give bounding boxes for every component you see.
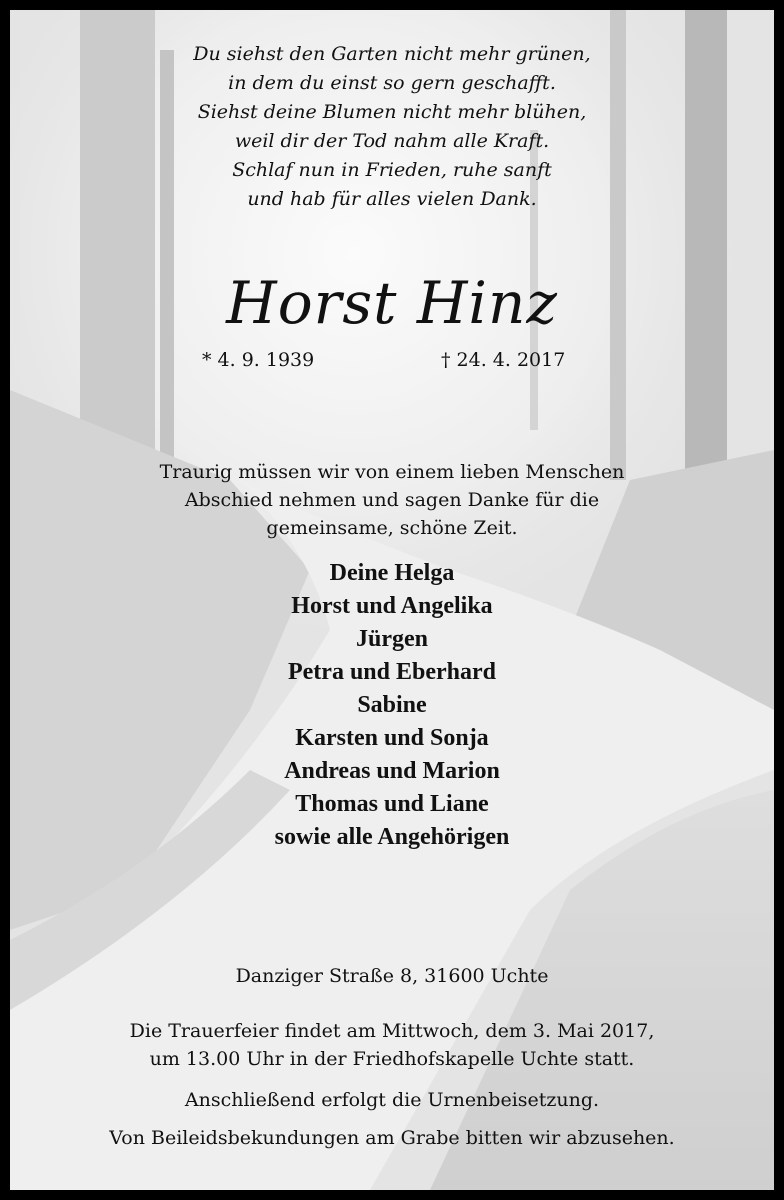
mourner-name: sowie alle Angehörigen: [274, 824, 510, 850]
farewell-text-line: Abschied nehmen und sagen Danke für die: [184, 489, 600, 511]
ceremony-info-line: um 13.00 Uhr in der Friedhofskapelle Uchte statt.: [149, 1048, 635, 1070]
death-date: † 24. 4. 2017: [441, 349, 566, 371]
mourner-name: Deine Helga: [329, 560, 455, 586]
mourner-name: Petra und Eberhard: [287, 659, 496, 685]
poem-line: Siehst deine Blumen nicht mehr blühen,: [197, 101, 587, 123]
poem-line: und hab für alles vielen Dank.: [247, 188, 537, 210]
poem-line: Du siehst den Garten nicht mehr grünen,: [193, 43, 591, 65]
ceremony-info-line: Die Trauerfeier findet am Mittwoch, dem 3. Mai 2017,: [129, 1020, 655, 1042]
birth-date: * 4. 9. 1939: [202, 349, 315, 371]
mourner-name: Horst und Angelika: [291, 593, 493, 619]
mourner-name: Thomas und Liane: [295, 791, 489, 817]
farewell-text-line: Traurig müssen wir von einem lieben Menschen: [159, 461, 625, 483]
mourner-name: Jürgen: [356, 626, 428, 652]
farewell-text-line: gemeinsame, schöne Zeit.: [266, 517, 518, 539]
burial-note: Anschließend erfolgt die Urnenbeisetzung.: [184, 1089, 600, 1111]
mourner-name: Sabine: [357, 692, 427, 718]
mourner-name: Karsten und Sonja: [295, 725, 489, 751]
deceased-name: Horst Hinz: [226, 269, 558, 337]
poem-line: weil dir der Tod nahm alle Kraft.: [234, 130, 550, 152]
condolence-note: Von Beileidsbekundungen am Grabe bitten wir abzusehen.: [109, 1127, 675, 1149]
poem-line: Schlaf nun in Frieden, ruhe sanft: [232, 159, 552, 181]
mourner-name: Andreas und Marion: [284, 758, 500, 784]
poem-line: in dem du einst so gern geschafft.: [228, 72, 556, 94]
family-address: Danziger Straße 8, 31600 Uchte: [235, 965, 549, 987]
obituary-content: [10, 10, 774, 1190]
